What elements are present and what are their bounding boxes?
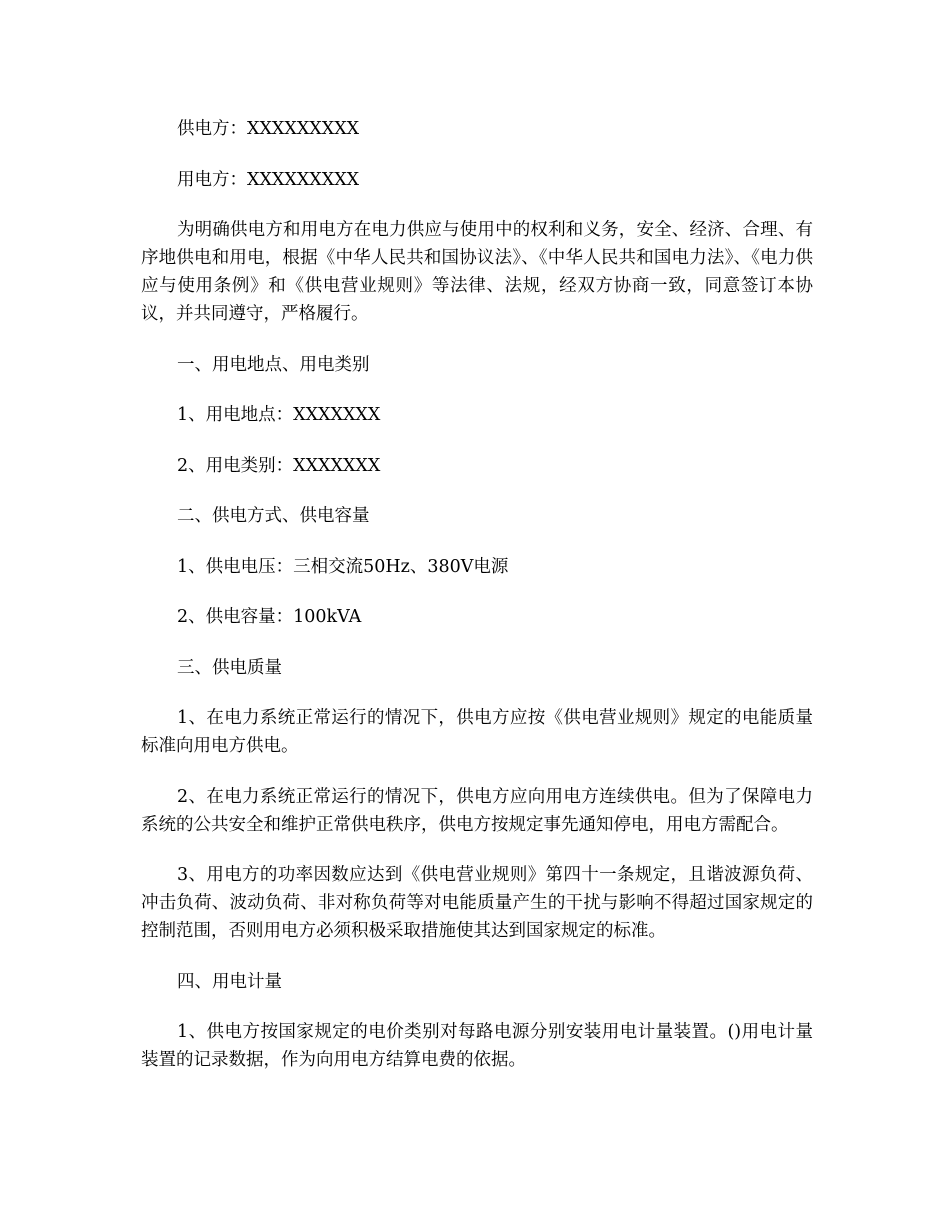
section-2-item-2: 2、供电容量：100kVA [177,607,362,627]
section-3-item-3: 3、用电方的功率因数应达到《供电营业规则》第四十一条规定，且谐波源负荷、冲击负荷、波动负荷、非对称负荷等对电能质量产生的干扰与影响不得超过国家规定的控制范围，否则用电方必须积极采取措施使其达到国家规定的标准。 [141,865,813,941]
consumer-line: 用电方：XXXXXXXXX [177,169,360,190]
document-body [141,115,813,1097]
supplier-line: 供电方：XXXXXXXXX [177,119,360,139]
section-heading-3: 三、供电质量 [177,657,282,678]
section-1-item-2: 2、用电类别：XXXXXXX [177,455,381,476]
section-heading-1: 一、用电地点、用电类别 [177,354,370,375]
section-1-item-1: 1、用电地点：XXXXXXX [177,405,381,425]
section-2-item-1: 1、供电电压：三相交流50Hz、380V电源 [177,556,509,577]
section-4-item-1: 1、供电方按国家规定的电价类别对每路电源分别安装用电计量装置。()用电计量装置的记录数据，作为向用电方结算电费的依据。 [141,1022,813,1070]
section-heading-2: 二、供电方式、供电容量 [177,506,370,526]
section-heading-4: 四、用电计量 [177,971,282,992]
section-3-item-2: 2、在电力系统正常运行的情况下，供电方应向用电方连续供电。但为了保障电力系统的公共安全和维护正常供电秩序，供电方按规定事先通知停电，用电方需配合。 [141,786,813,835]
section-3-item-1: 1、在电力系统正常运行的情况下，供电方应按《供电营业规则》规定的电能质量标准向用电方供电。 [141,708,813,756]
preamble-paragraph: 为明确供电方和用电方在电力供应与使用中的权利和义务，安全、经济、合理、有序地供电和用电，根据《中华人民共和国协议法》、《中华人民共和国电力法》、《电力供应与使用条例》和《供电营业规则》等法律、法规，经双方协商一致，同意签订本协议，并共同遵守，严格履行。 [141,220,813,324]
